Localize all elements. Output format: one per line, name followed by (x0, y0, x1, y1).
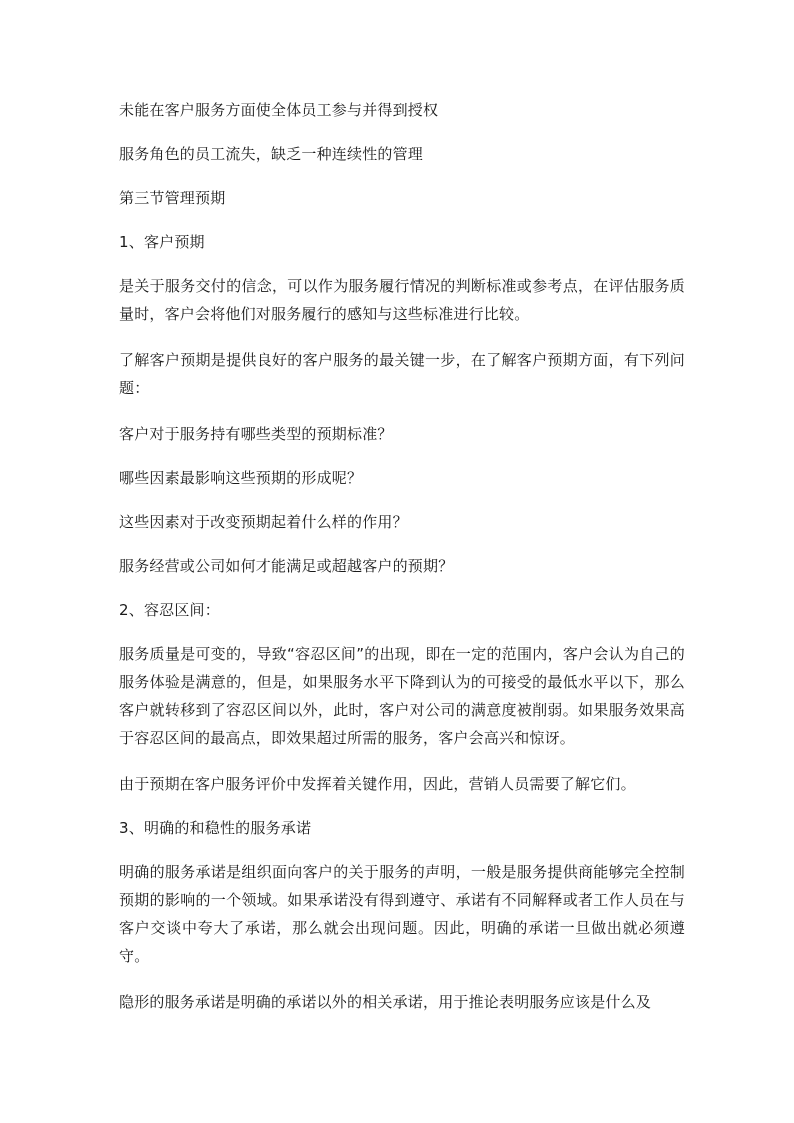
paragraph-6: 了解客户预期是提供良好的客户服务的最关键一步，在了解客户预期方面，有下列问题： (119, 351, 685, 397)
section-heading: 第三节管理预期 (119, 189, 226, 207)
paragraph-2: 服务角色的员工流失，缺乏一种连续性的管理 (119, 145, 424, 163)
question-1: 客户对于服务持有哪些类型的预期标准？ (119, 425, 393, 443)
paragraph-12: 服务质量是可变的，导致“容忍区间”的出现，即在一定的范围内，客户会认为自己的服务体验是满意的，但是，如果服务水平下降到认为的可接受的最低水平以下，那么客户就转移到了容忍区间以外，此时，客户对公司的满意度被削弱。如果服务效果高于容忍区间的最高点，即效果超过所需的服务，客户会高兴和惊讶。 (119, 645, 685, 747)
question-2: 哪些因素最影响这些预期的形成呢？ (119, 469, 363, 487)
document-page (119, 96, 685, 1034)
paragraph-13: 由于预期在客户服务评价中发挥着关键作用，因此，营销人员需要了解它们。 (119, 775, 636, 793)
paragraph-5: 是关于服务交付的信念，可以作为服务履行情况的判断标准或参考点，在评估服务质量时，客户会将他们对服务履行的感知与这些标准进行比较。 (119, 277, 685, 323)
subheading-1: 1、客户预期 (119, 233, 205, 251)
paragraph-16: 隐形的服务承诺是明确的承诺以外的相关承诺，用于推论表明服务应该是什么及 (119, 993, 652, 1011)
question-3: 这些因素对于改变预期起着什么样的作用？ (119, 513, 408, 531)
subheading-3: 3、明确的和稳性的服务承诺 (119, 819, 312, 837)
question-4: 服务经营或公司如何才能满足或超越客户的预期？ (119, 557, 454, 575)
paragraph-15: 明确的服务承诺是组织面向客户的关于服务的声明，一般是服务提供商能够完全控制预期的影响的一个领域。如果承诺没有得到遵守、承诺有不同解释或者工作人员在与客户交谈中夸大了承诺，那么就会出现问题。因此，明确的承诺一旦做出就必须遵守。 (119, 863, 685, 965)
subheading-2: 2、容忍区间： (119, 601, 220, 619)
paragraph-1: 未能在客户服务方面使全体员工参与并得到授权 (119, 101, 439, 119)
